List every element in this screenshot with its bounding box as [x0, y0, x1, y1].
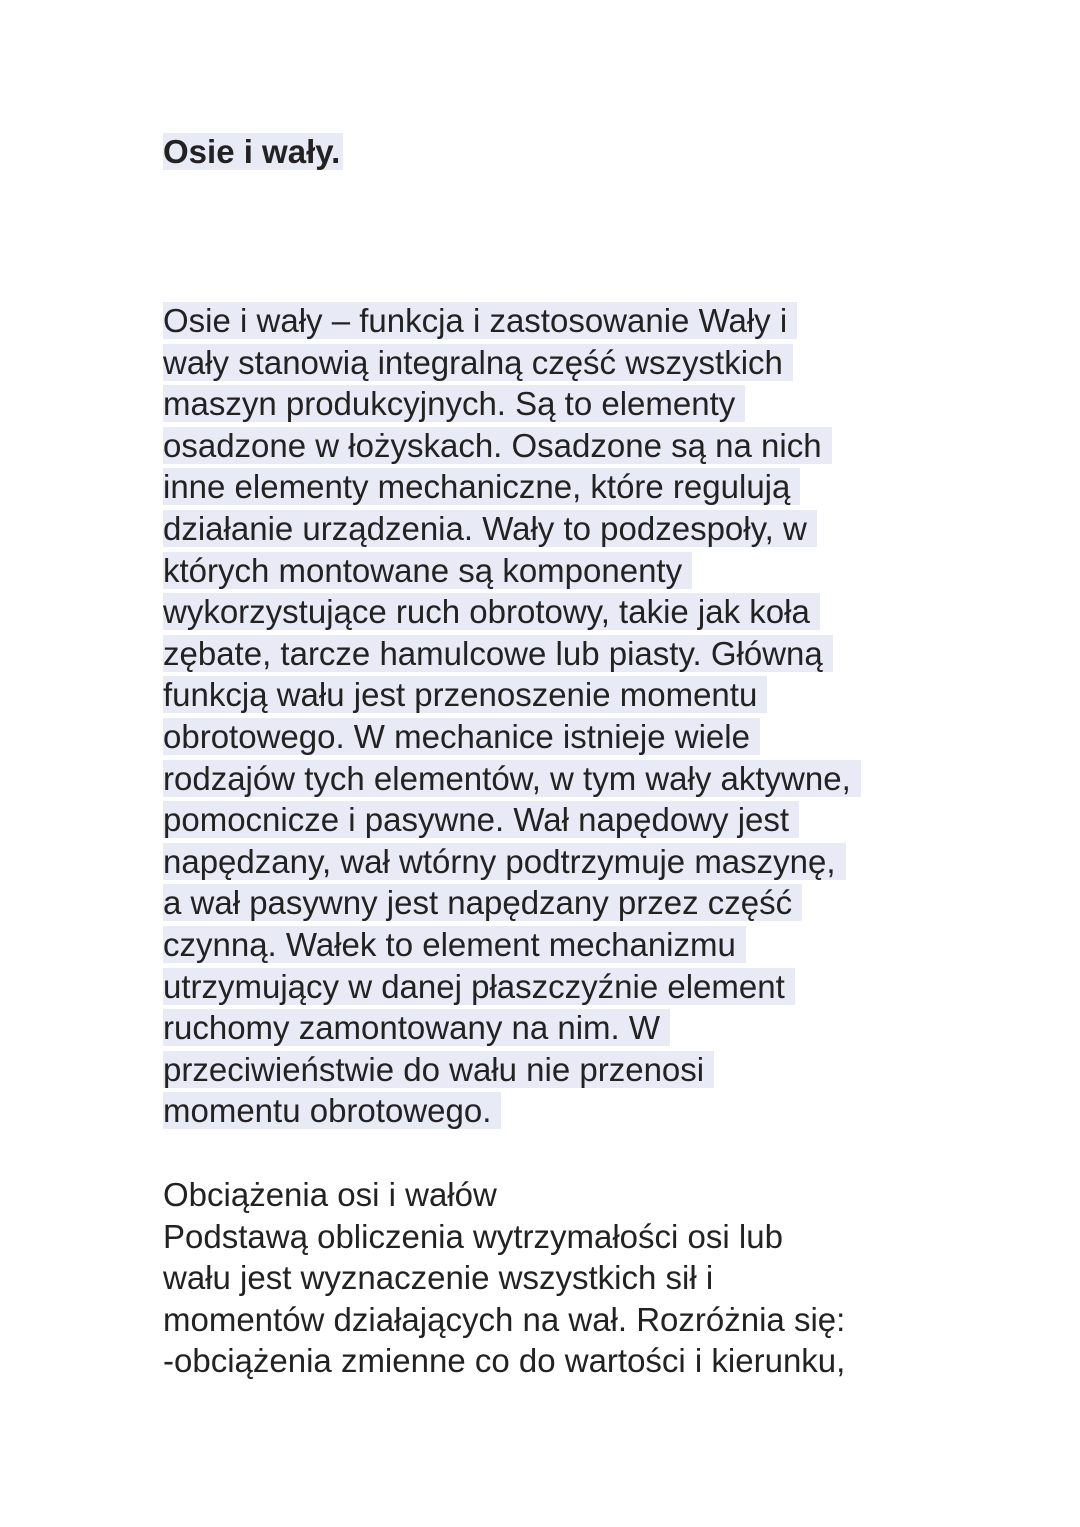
paragraph-line: pomocnicze i pasywne. Wał napędowy jest — [163, 799, 861, 841]
paragraph-line: utrzymujący w danej płaszczyźnie element — [163, 966, 861, 1008]
paragraph-line: wały stanowią integralną część wszystkich — [163, 342, 861, 384]
paragraph-line: rodzajów tych elementów, w tym wały aktywne, — [163, 758, 861, 800]
page-title — [163, 128, 343, 176]
paragraph-line: a wał pasywny jest napędzany przez część — [163, 882, 861, 924]
paragraph-line: inne elementy mechaniczne, które regulują — [163, 466, 861, 508]
paragraph-line: działanie urządzenia. Wały to podzespoły, w — [163, 508, 861, 550]
paragraph-line: obrotowego. W mechanice istnieje wiele — [163, 716, 861, 758]
section-line: momentów działających na wał. Rozróżnia się: — [163, 1300, 846, 1338]
paragraph-line: czynną. Wałek to element mechanizmu — [163, 924, 861, 966]
paragraph-line: wykorzystujące ruch obrotowy, takie jak koła — [163, 591, 861, 633]
paragraph-line: osadzone w łożyskach. Osadzone są na nich — [163, 425, 861, 467]
section-line: -obciążenia zmienne co do wartości i kierunku, — [163, 1342, 846, 1380]
section-line: wału jest wyznaczenie wszystkich sił i — [163, 1259, 714, 1297]
paragraph-line: funkcją wału jest przenoszenie momentu — [163, 674, 861, 716]
paragraph-line: przeciwieństwie do wału nie przenosi — [163, 1049, 861, 1091]
loads-section — [163, 1174, 845, 1382]
paragraph-line: Osie i wały – funkcja i zastosowanie Wały i — [163, 300, 861, 342]
section-heading: Obciążenia osi i wałów — [163, 1176, 497, 1213]
page-title-text: Osie i wały. — [163, 133, 343, 170]
paragraph-line: momentu obrotowego. — [163, 1090, 861, 1132]
paragraph-line: napędzany, wał wtórny podtrzymuje maszynę, — [163, 841, 861, 883]
paragraph-line: ruchomy zamontowany na nim. W — [163, 1007, 861, 1049]
paragraph-line: maszyn produkcyjnych. Są to elementy — [163, 383, 861, 425]
paragraph-line: zębate, tarcze hamulcowe lub piasty. Główną — [163, 633, 861, 675]
intro-paragraph — [163, 300, 861, 1132]
paragraph-line: których montowane są komponenty — [163, 550, 861, 592]
section-line: Podstawą obliczenia wytrzymałości osi lub — [163, 1217, 783, 1255]
